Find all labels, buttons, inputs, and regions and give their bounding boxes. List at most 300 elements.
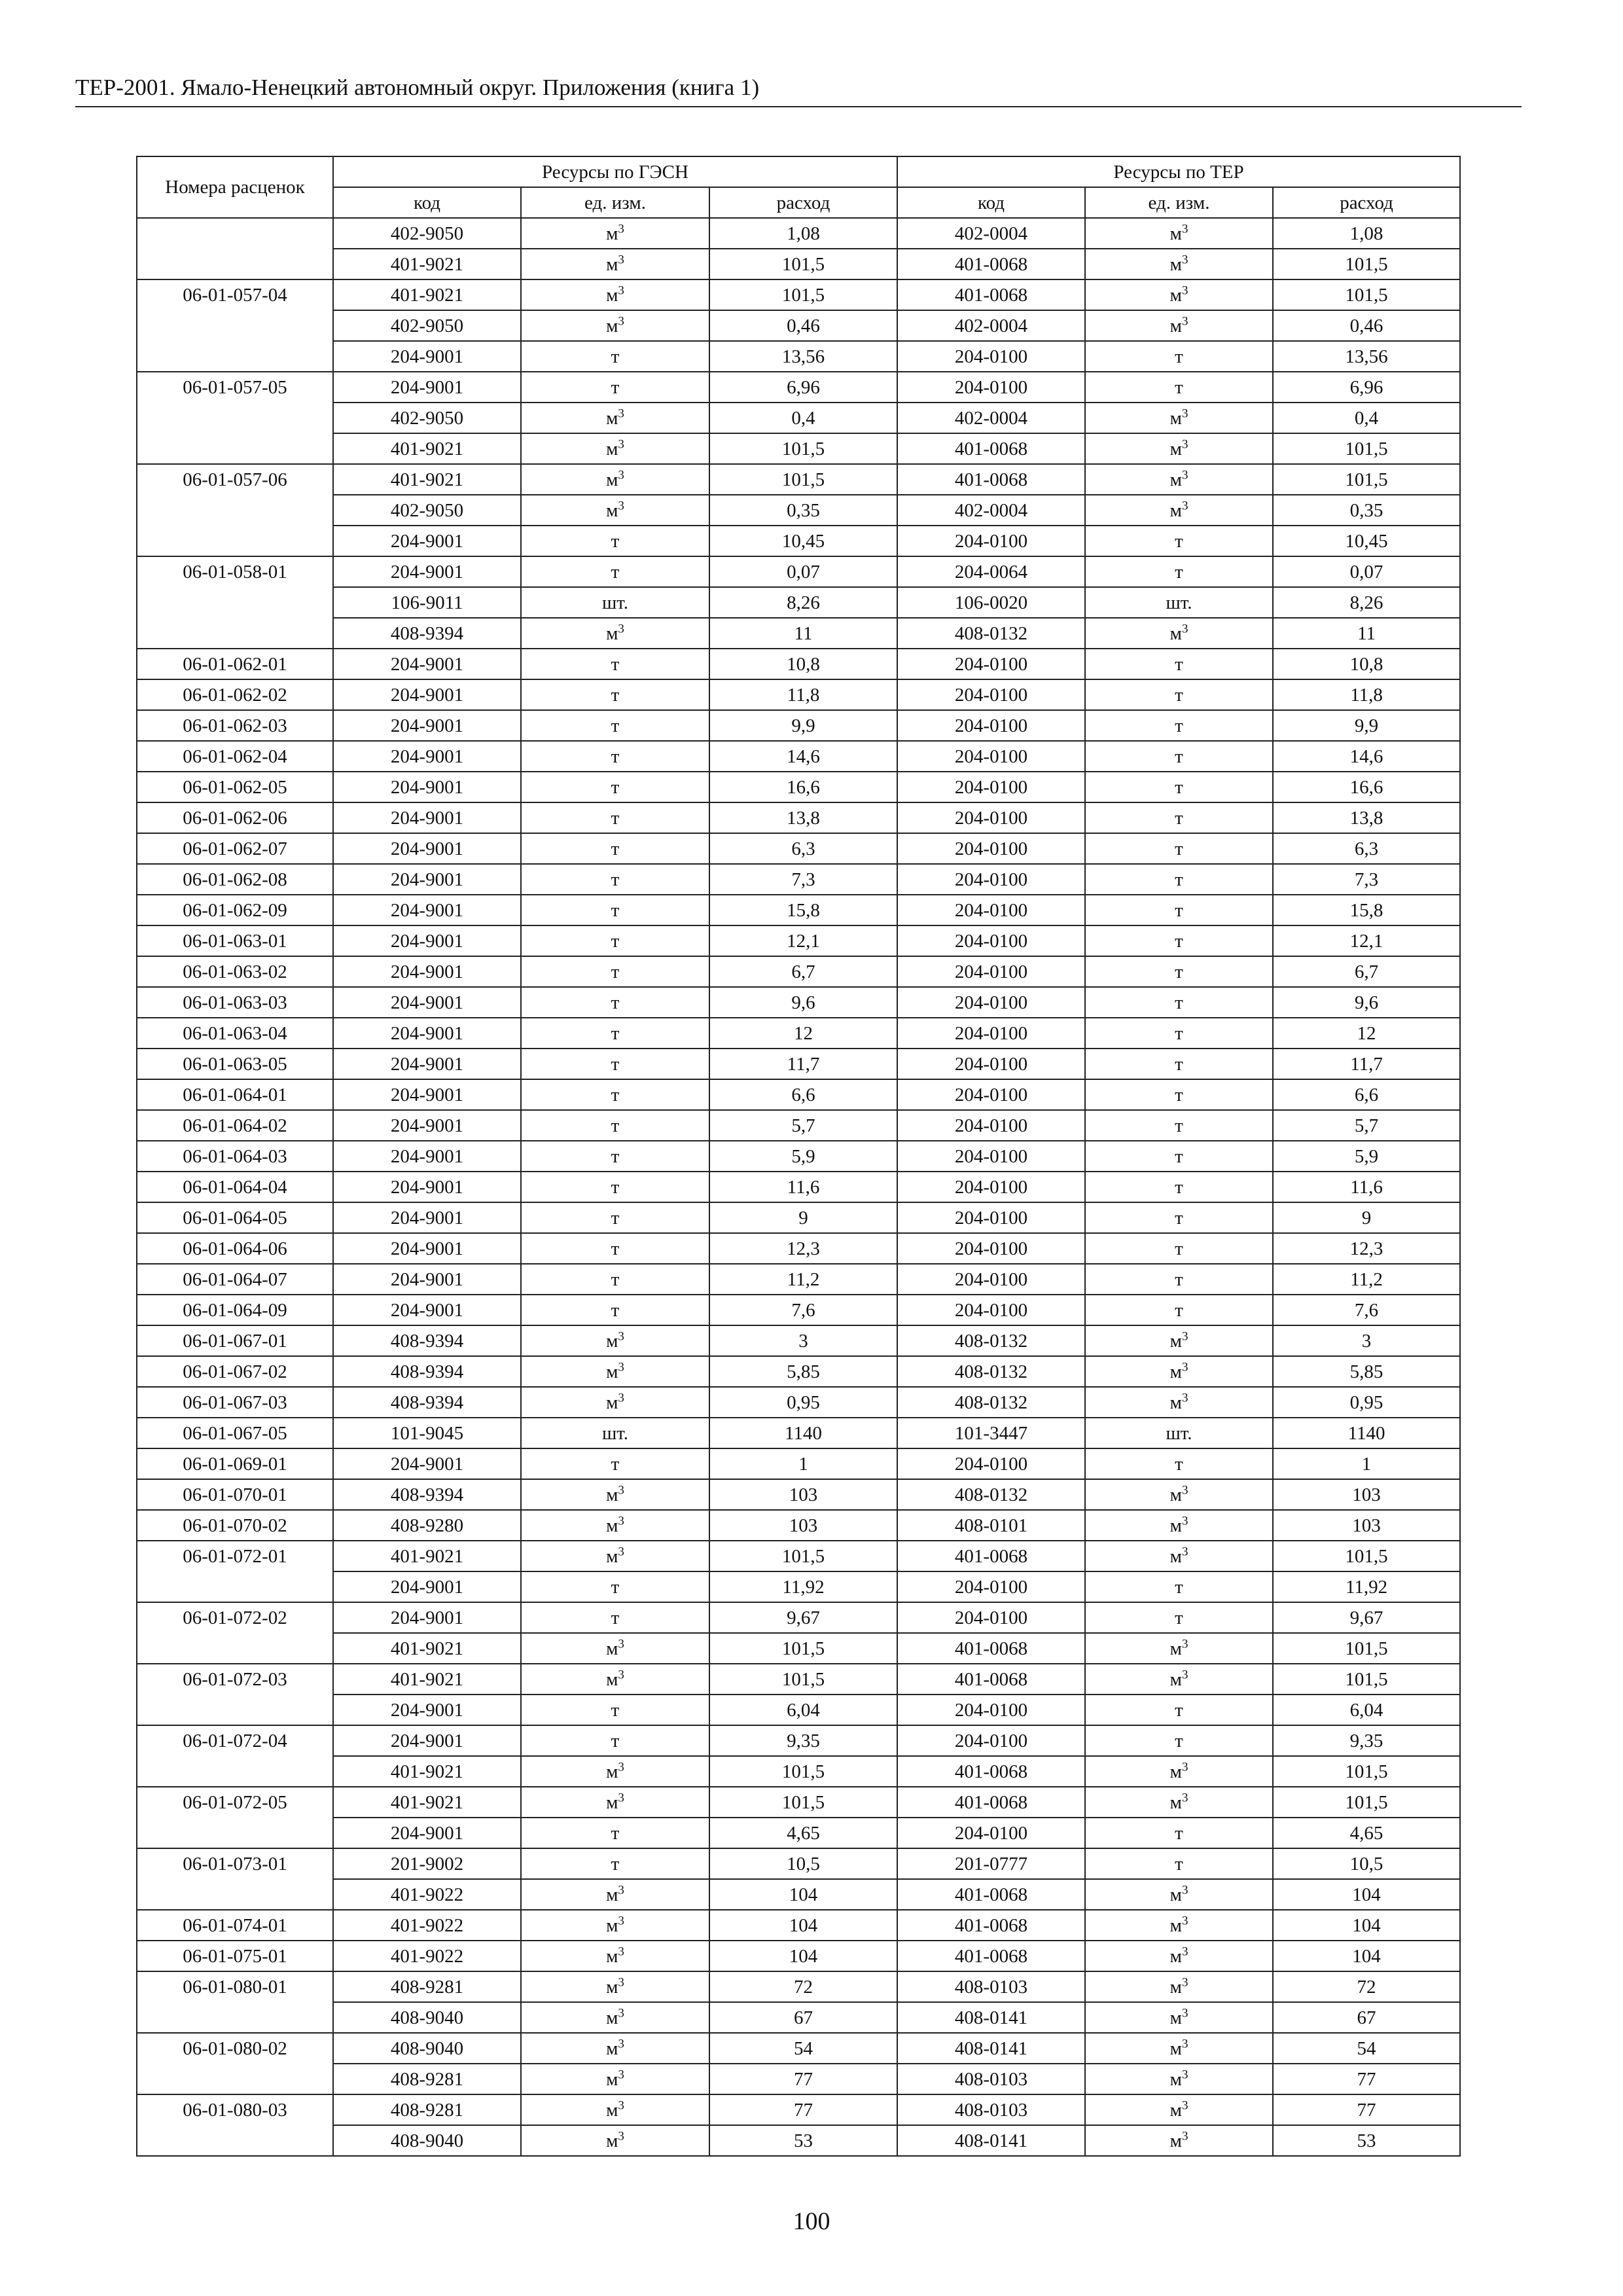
cell-ter-code: 204-0100 [897, 833, 1085, 864]
cell-gesn-unit: т [521, 833, 709, 864]
superscript-3: 3 [618, 406, 624, 420]
cell-gesn-rate: 11,8 [709, 679, 897, 710]
cell-gesn-unit: $м^3$ [521, 1356, 709, 1387]
superscript-3: 3 [618, 1359, 624, 1374]
superscript-3: 3 [618, 1667, 624, 1681]
cell-gesn-unit: $м^3$ [521, 1879, 709, 1910]
cell-rate-number: 06-01-062-07 [137, 833, 333, 864]
cell-ter-code: 401-0068 [897, 249, 1085, 279]
cell-ter-code: 204-0100 [897, 1049, 1085, 1079]
cell-ter-code: 204-0100 [897, 925, 1085, 956]
superscript-3: 3 [1181, 314, 1188, 328]
cell-gesn-unit: $м^3$ [521, 433, 709, 464]
cell-gesn-unit: т [521, 526, 709, 556]
cell-ter-code: 401-0068 [897, 1633, 1085, 1664]
table-row [137, 2002, 1460, 2033]
cell-ter-rate: 9 [1273, 1202, 1460, 1233]
cell-ter-code: 401-0068 [897, 1664, 1085, 1695]
cell-gesn-rate: 11,6 [709, 1172, 897, 1202]
cell-gesn-code: 204-9001 [333, 925, 521, 956]
cell-ter-unit: $м^3$ [1085, 1941, 1273, 1971]
cell-gesn-code: 101-9045 [333, 1418, 521, 1448]
superscript-3: 3 [1181, 1329, 1188, 1343]
cell-gesn-code: 201-9002 [333, 1848, 521, 1879]
cell-ter-rate: 9,6 [1273, 987, 1460, 1018]
cell-gesn-unit: т [521, 1818, 709, 1848]
cell-ter-rate: 0,95 [1273, 1387, 1460, 1418]
cell-rate-number: 06-01-074-01 [137, 1910, 333, 1941]
cell-ter-code: 204-0100 [897, 1202, 1085, 1233]
cell-rate-number: 06-01-067-02 [137, 1356, 333, 1387]
cell-gesn-unit: $м^3$ [521, 1941, 709, 1971]
cell-rate-number: 06-01-072-02 [137, 1602, 333, 1633]
cell-rate-number: 06-01-058-01 [137, 556, 333, 587]
cell-ter-rate: 11,7 [1273, 1049, 1460, 1079]
cell-gesn-rate: 11,2 [709, 1264, 897, 1295]
cell-ter-code: 401-0068 [897, 1787, 1085, 1818]
cell-gesn-unit: $м^3$ [521, 1541, 709, 1571]
cell-gesn-rate: 9,9 [709, 710, 897, 741]
cell-gesn-rate: 103 [709, 1510, 897, 1541]
table-row [137, 1602, 1460, 1633]
cell-gesn-code: 401-9021 [333, 1541, 521, 1571]
cell-rate-number [137, 1633, 333, 1664]
cell-ter-rate: 101,5 [1273, 464, 1460, 495]
cell-ter-unit: т [1085, 372, 1273, 403]
cell-rate-number [137, 587, 333, 618]
table-row [137, 1202, 1460, 1233]
cell-ter-unit: т [1085, 1049, 1273, 1079]
table-row [137, 587, 1460, 618]
cell-ter-rate: 5,9 [1273, 1141, 1460, 1172]
cell-gesn-unit: $м^3$ [521, 1664, 709, 1695]
cell-ter-unit: т [1085, 1141, 1273, 1172]
cell-ter-unit: т [1085, 1818, 1273, 1848]
page-number: 100 [793, 2208, 830, 2235]
cell-rate-number: 06-01-070-01 [137, 1479, 333, 1510]
cell-rate-number [137, 2064, 333, 2094]
cell-rate-number [137, 433, 333, 464]
cell-ter-rate: 10,45 [1273, 526, 1460, 556]
table-row [137, 741, 1460, 772]
superscript-3: 3 [1181, 221, 1188, 236]
cell-gesn-code: 204-9001 [333, 1202, 521, 1233]
cell-gesn-rate: 12 [709, 1018, 897, 1049]
table-row [137, 1479, 1460, 1510]
superscript-3: 3 [618, 1790, 624, 1804]
cell-gesn-rate: 7,6 [709, 1295, 897, 1325]
cell-rate-number [137, 618, 333, 649]
cell-ter-code: 204-0100 [897, 679, 1085, 710]
cell-ter-unit: т [1085, 526, 1273, 556]
superscript-3: 3 [618, 1913, 624, 1928]
cell-rate-number: 06-01-062-04 [137, 741, 333, 772]
table-row [137, 2033, 1460, 2064]
superscript-3: 3 [618, 1482, 624, 1497]
cell-rate-number: 06-01-064-07 [137, 1264, 333, 1295]
cell-gesn-rate: 5,9 [709, 1141, 897, 1172]
cell-gesn-unit: $м^3$ [521, 2033, 709, 2064]
cell-ter-unit: т [1085, 772, 1273, 802]
superscript-3: 3 [1181, 1482, 1188, 1497]
cell-ter-code: 204-0100 [897, 956, 1085, 987]
cell-ter-code: 201-0777 [897, 1848, 1085, 1879]
cell-gesn-code: 204-9001 [333, 987, 521, 1018]
cell-ter-rate: 101,5 [1273, 1664, 1460, 1695]
cell-ter-rate: 104 [1273, 1910, 1460, 1941]
cell-ter-rate: 10,8 [1273, 649, 1460, 679]
cell-gesn-code: 204-9001 [333, 1818, 521, 1848]
cell-ter-unit: $м^3$ [1085, 1541, 1273, 1571]
cell-ter-rate: 1,08 [1273, 218, 1460, 249]
cell-rate-number: 06-01-064-02 [137, 1110, 333, 1141]
cell-gesn-code: 106-9011 [333, 587, 521, 618]
cell-rate-number: 06-01-064-01 [137, 1079, 333, 1110]
cell-ter-unit: $м^3$ [1085, 495, 1273, 526]
cell-gesn-rate: 67 [709, 2002, 897, 2033]
cell-gesn-code: 401-9022 [333, 1941, 521, 1971]
cell-ter-unit: т [1085, 1448, 1273, 1479]
cell-ter-unit: $м^3$ [1085, 249, 1273, 279]
cell-ter-unit: $м^3$ [1085, 1756, 1273, 1787]
superscript-3: 3 [1181, 1913, 1188, 1928]
cell-ter-rate: 9,9 [1273, 710, 1460, 741]
cell-gesn-unit: $м^3$ [521, 249, 709, 279]
table-row [137, 772, 1460, 802]
cell-gesn-code: 204-9001 [333, 1571, 521, 1602]
cell-ter-code: 204-0100 [897, 1018, 1085, 1049]
cell-rate-number [137, 249, 333, 279]
header-gesn-code: код [333, 187, 521, 218]
superscript-3: 3 [1181, 252, 1188, 266]
cell-ter-rate: 101,5 [1273, 433, 1460, 464]
cell-ter-unit: $м^3$ [1085, 2033, 1273, 2064]
cell-ter-rate: 101,5 [1273, 279, 1460, 310]
cell-gesn-code: 401-9022 [333, 1879, 521, 1910]
cell-gesn-code: 204-9001 [333, 1448, 521, 1479]
table-row [137, 249, 1460, 279]
cell-ter-unit: т [1085, 679, 1273, 710]
cell-ter-unit: $м^3$ [1085, 1910, 1273, 1941]
cell-gesn-rate: 6,6 [709, 1079, 897, 1110]
cell-ter-rate: 72 [1273, 1971, 1460, 2002]
cell-gesn-code: 401-9021 [333, 464, 521, 495]
cell-gesn-rate: 1,08 [709, 218, 897, 249]
cell-gesn-unit: т [521, 1725, 709, 1756]
superscript-3: 3 [618, 1882, 624, 1897]
cell-gesn-unit: $м^3$ [521, 495, 709, 526]
cell-ter-code: 204-0100 [897, 372, 1085, 403]
cell-gesn-unit: т [521, 1848, 709, 1879]
table-row [137, 1172, 1460, 1202]
cell-ter-code: 402-0004 [897, 310, 1085, 341]
table-row [137, 1971, 1460, 2002]
superscript-3: 3 [618, 2128, 624, 2143]
table-row [137, 1264, 1460, 1295]
table-row [137, 895, 1460, 925]
cell-gesn-unit: $м^3$ [521, 403, 709, 433]
cell-ter-code: 204-0100 [897, 341, 1085, 372]
cell-ter-rate: 101,5 [1273, 249, 1460, 279]
cell-rate-number [137, 1695, 333, 1725]
header-ter-unit: ед. изм. [1085, 187, 1273, 218]
cell-gesn-unit: $м^3$ [521, 2094, 709, 2125]
cell-gesn-code: 204-9001 [333, 1141, 521, 1172]
cell-gesn-unit: $м^3$ [521, 1787, 709, 1818]
cell-gesn-code: 401-9021 [333, 1756, 521, 1787]
cell-gesn-unit: т [521, 1172, 709, 1202]
cell-ter-code: 408-0132 [897, 1325, 1085, 1356]
cell-ter-code: 408-0103 [897, 1971, 1085, 2002]
cell-gesn-unit: т [521, 1233, 709, 1264]
cell-gesn-rate: 15,8 [709, 895, 897, 925]
cell-ter-unit: т [1085, 1602, 1273, 1633]
cell-ter-unit: т [1085, 341, 1273, 372]
cell-gesn-code: 402-9050 [333, 403, 521, 433]
cell-gesn-code: 402-9050 [333, 218, 521, 249]
superscript-3: 3 [618, 1329, 624, 1343]
cell-gesn-unit: $м^3$ [521, 1387, 709, 1418]
cell-gesn-unit: т [521, 1695, 709, 1725]
table-row [137, 1295, 1460, 1325]
superscript-3: 3 [618, 2067, 624, 2081]
cell-ter-unit: шт. [1085, 1418, 1273, 1448]
cell-ter-rate: 77 [1273, 2064, 1460, 2094]
cell-ter-code: 408-0103 [897, 2064, 1085, 2094]
superscript-3: 3 [1181, 2128, 1188, 2143]
cell-gesn-unit: т [521, 987, 709, 1018]
cell-gesn-code: 401-9022 [333, 1910, 521, 1941]
table-row [137, 495, 1460, 526]
cell-ter-rate: 101,5 [1273, 1541, 1460, 1571]
cell-gesn-unit: т [521, 1602, 709, 1633]
cell-gesn-rate: 10,5 [709, 1848, 897, 1879]
cell-ter-unit: $м^3$ [1085, 464, 1273, 495]
cell-gesn-rate: 77 [709, 2094, 897, 2125]
superscript-3: 3 [1181, 1636, 1188, 1651]
table-row [137, 372, 1460, 403]
superscript-3: 3 [1181, 437, 1188, 451]
cell-gesn-unit: $м^3$ [521, 1510, 709, 1541]
superscript-3: 3 [1181, 283, 1188, 297]
table-row [137, 1910, 1460, 1941]
cell-gesn-unit: т [521, 864, 709, 895]
cell-ter-unit: $м^3$ [1085, 1356, 1273, 1387]
cell-ter-code: 401-0068 [897, 1541, 1085, 1571]
cell-rate-number: 06-01-062-08 [137, 864, 333, 895]
cell-gesn-unit: $м^3$ [521, 1756, 709, 1787]
cell-rate-number: 06-01-075-01 [137, 1941, 333, 1971]
cell-rate-number: 06-01-062-03 [137, 710, 333, 741]
cell-gesn-rate: 53 [709, 2125, 897, 2156]
cell-ter-unit: $м^3$ [1085, 1664, 1273, 1695]
cell-ter-rate: 4,65 [1273, 1818, 1460, 1848]
cell-rate-number: 06-01-073-01 [137, 1848, 333, 1879]
superscript-3: 3 [618, 283, 624, 297]
cell-rate-number: 06-01-057-05 [137, 372, 333, 403]
cell-gesn-rate: 101,5 [709, 1541, 897, 1571]
cell-gesn-unit: т [521, 679, 709, 710]
cell-ter-rate: 11,8 [1273, 679, 1460, 710]
cell-ter-unit: т [1085, 1848, 1273, 1879]
cell-ter-code: 106-0020 [897, 587, 1085, 618]
table-row [137, 1541, 1460, 1571]
cell-gesn-unit: т [521, 1018, 709, 1049]
table-row [137, 1695, 1460, 1725]
table-row [137, 802, 1460, 833]
superscript-3: 3 [1181, 1667, 1188, 1681]
cell-gesn-code: 408-9394 [333, 1325, 521, 1356]
cell-ter-code: 204-0100 [897, 987, 1085, 1018]
cell-ter-rate: 104 [1273, 1879, 1460, 1910]
superscript-3: 3 [618, 1975, 624, 1989]
superscript-3: 3 [1181, 1544, 1188, 1558]
cell-gesn-rate: 101,5 [709, 1664, 897, 1695]
header-gesn: Ресурсы по ГЭСН [333, 156, 897, 187]
cell-ter-rate: 11,2 [1273, 1264, 1460, 1295]
cell-gesn-rate: 8,26 [709, 587, 897, 618]
superscript-3: 3 [618, 1544, 624, 1558]
cell-gesn-unit: шт. [521, 1418, 709, 1448]
cell-ter-rate: 0,35 [1273, 495, 1460, 526]
table-row [137, 464, 1460, 495]
cell-gesn-rate: 5,7 [709, 1110, 897, 1141]
superscript-3: 3 [1181, 1975, 1188, 1989]
cell-gesn-unit: $м^3$ [521, 2002, 709, 2033]
cell-gesn-code: 204-9001 [333, 864, 521, 895]
cell-rate-number [137, 341, 333, 372]
cell-gesn-code: 204-9001 [333, 1695, 521, 1725]
cell-rate-number: 06-01-067-05 [137, 1418, 333, 1448]
cell-ter-code: 401-0068 [897, 1756, 1085, 1787]
cell-ter-unit: т [1085, 1295, 1273, 1325]
table-row [137, 2094, 1460, 2125]
cell-rate-number: 06-01-064-04 [137, 1172, 333, 1202]
table-row [137, 403, 1460, 433]
superscript-3: 3 [1181, 498, 1188, 512]
cell-rate-number: 06-01-064-09 [137, 1295, 333, 1325]
cell-ter-unit: $м^3$ [1085, 2125, 1273, 2156]
cell-gesn-unit: $м^3$ [521, 464, 709, 495]
cell-ter-code: 101-3447 [897, 1418, 1085, 1448]
table-row [137, 1233, 1460, 1264]
cell-gesn-rate: 101,5 [709, 1756, 897, 1787]
cell-ter-code: 204-0100 [897, 741, 1085, 772]
cell-gesn-unit: $м^3$ [521, 618, 709, 649]
cell-gesn-rate: 0,07 [709, 556, 897, 587]
table-row [137, 833, 1460, 864]
cell-gesn-rate: 6,96 [709, 372, 897, 403]
superscript-3: 3 [618, 1636, 624, 1651]
cell-ter-unit: т [1085, 649, 1273, 679]
cell-ter-rate: 103 [1273, 1510, 1460, 1541]
cell-gesn-unit: т [521, 802, 709, 833]
cell-ter-rate: 54 [1273, 2033, 1460, 2064]
cell-gesn-unit: $м^3$ [521, 279, 709, 310]
table-row [137, 341, 1460, 372]
cell-gesn-rate: 9,6 [709, 987, 897, 1018]
cell-gesn-rate: 9 [709, 1202, 897, 1233]
cell-ter-code: 401-0068 [897, 279, 1085, 310]
cell-ter-code: 204-0100 [897, 526, 1085, 556]
cell-gesn-code: 401-9021 [333, 1787, 521, 1818]
resources-table [136, 156, 1461, 2157]
table-row [137, 1725, 1460, 1756]
cell-ter-code: 408-0141 [897, 2125, 1085, 2156]
cell-ter-rate: 12,1 [1273, 925, 1460, 956]
table-row [137, 1325, 1460, 1356]
cell-ter-unit: т [1085, 1018, 1273, 1049]
cell-ter-rate: 7,3 [1273, 864, 1460, 895]
cell-ter-rate: 16,6 [1273, 772, 1460, 802]
cell-ter-unit: шт. [1085, 587, 1273, 618]
cell-gesn-code: 408-9040 [333, 2002, 521, 2033]
superscript-3: 3 [1181, 1882, 1188, 1897]
header-gesn-unit: ед. изм. [521, 187, 709, 218]
cell-ter-code: 204-0100 [897, 772, 1085, 802]
table-row [137, 279, 1460, 310]
cell-ter-rate: 6,7 [1273, 956, 1460, 987]
superscript-3: 3 [618, 437, 624, 451]
cell-ter-rate: 8,26 [1273, 587, 1460, 618]
cell-ter-unit: $м^3$ [1085, 1971, 1273, 2002]
cell-rate-number [137, 495, 333, 526]
cell-gesn-unit: $м^3$ [521, 1971, 709, 2002]
table-row [137, 710, 1460, 741]
header-ter-code: код [897, 187, 1085, 218]
cell-ter-rate: 77 [1273, 2094, 1460, 2125]
cell-gesn-rate: 1 [709, 1448, 897, 1479]
cell-rate-number: 06-01-063-05 [137, 1049, 333, 1079]
cell-ter-code: 204-0100 [897, 1818, 1085, 1848]
cell-gesn-code: 401-9021 [333, 249, 521, 279]
cell-rate-number [137, 218, 333, 249]
table-row [137, 925, 1460, 956]
superscript-3: 3 [1181, 1359, 1188, 1374]
cell-gesn-unit: $м^3$ [521, 310, 709, 341]
cell-ter-unit: т [1085, 864, 1273, 895]
cell-gesn-unit: т [521, 1448, 709, 1479]
cell-gesn-code: 204-9001 [333, 1725, 521, 1756]
table-row [137, 1418, 1460, 1448]
cell-ter-rate: 1 [1273, 1448, 1460, 1479]
cell-ter-unit: т [1085, 741, 1273, 772]
cell-gesn-unit: т [521, 710, 709, 741]
table-row [137, 987, 1460, 1018]
superscript-3: 3 [618, 314, 624, 328]
cell-rate-number: 06-01-067-03 [137, 1387, 333, 1418]
running-header: ТЕР-2001. Ямало-Ненецкий автономный округ. Приложения (книга 1) [75, 73, 1522, 107]
cell-gesn-code: 402-9050 [333, 310, 521, 341]
cell-ter-code: 204-0100 [897, 1602, 1085, 1633]
cell-ter-rate: 15,8 [1273, 895, 1460, 925]
cell-gesn-code: 408-9281 [333, 2094, 521, 2125]
cell-gesn-code: 401-9021 [333, 1633, 521, 1664]
table-header [137, 156, 1460, 218]
table-row [137, 649, 1460, 679]
cell-ter-unit: т [1085, 1571, 1273, 1602]
cell-ter-code: 402-0004 [897, 218, 1085, 249]
cell-gesn-rate: 104 [709, 1879, 897, 1910]
cell-ter-rate: 6,96 [1273, 372, 1460, 403]
cell-ter-unit: $м^3$ [1085, 433, 1273, 464]
cell-ter-code: 204-0100 [897, 1571, 1085, 1602]
cell-gesn-rate: 10,8 [709, 649, 897, 679]
cell-gesn-unit: $м^3$ [521, 1633, 709, 1664]
cell-ter-code: 204-0100 [897, 802, 1085, 833]
cell-ter-unit: $м^3$ [1085, 1633, 1273, 1664]
cell-ter-rate: 11,92 [1273, 1571, 1460, 1602]
